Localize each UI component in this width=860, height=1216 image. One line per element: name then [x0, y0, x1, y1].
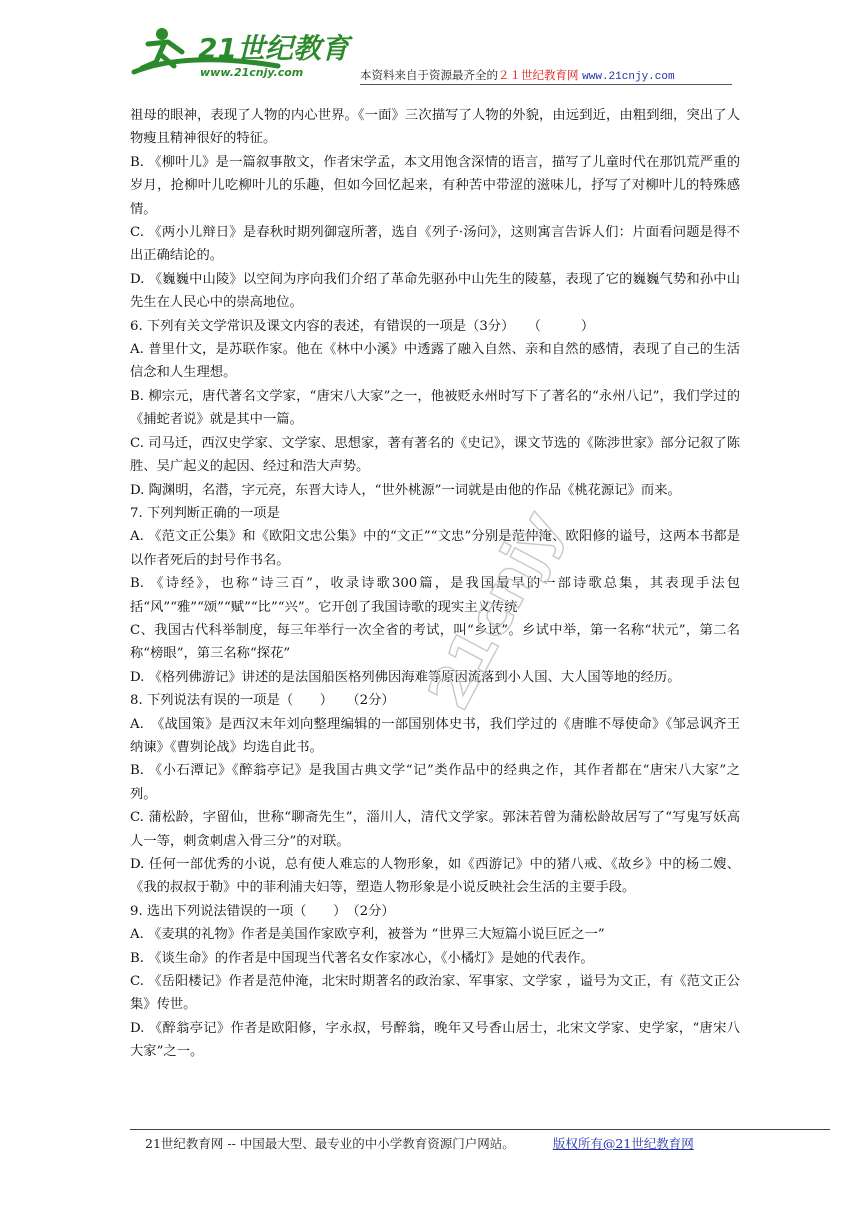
paragraph: A. 《战国策》是西汉末年刘向整理编辑的一部国别体史书，我们学过的《唐睢不辱使命》《邹忌讽齐王纳谏》《曹刿论战》均选自此书。	[130, 716, 740, 755]
paragraph: C. 司马迁，西汉史学家、文学家、思想家，著有著名的《史记》，课文节选的《陈涉世家》部分记叙了陈胜、吴广起义的起因、经过和浩大声势。	[130, 435, 740, 475]
footer-divider	[130, 1129, 830, 1130]
page-header	[0, 0, 860, 100]
paragraph: C. 《岳阳楼记》作者是范仲淹，北宋时期著名的政治家、军事家、文学家 ，谥号为文正，有《范文正公集》传世。	[130, 974, 740, 1013]
question-7: 7. 下列判断正确的一项是	[130, 505, 280, 521]
copyright-link[interactable]: 版权所有@21世纪教育网	[552, 1136, 694, 1151]
svg-text:21cnjy: 21cnjy	[414, 499, 576, 721]
document-body	[130, 104, 740, 1064]
svg-text:www.21cnjy.com: www.21cnjy.com	[200, 66, 304, 79]
paragraph: D. 《格列佛游记》讲述的是法国船医格列佛因海难等原因流落到小人国、大人国等地的经历。	[130, 669, 681, 685]
question-9: 9. 选出下列说法错误的一项（ ） （2分）	[130, 903, 395, 919]
paragraph: D. 《巍巍中山陵》以空间为序向我们介绍了革命先驱孙中山先生的陵墓，表现了它的巍巍气势和孙中山先生在人民心中的崇高地位。	[130, 271, 740, 311]
paragraph: D. 任何一部优秀的小说，总有使人难忘的人物形象，如《西游记》中的猪八戒、《故乡》中的杨二嫂、《我的叔叔于勒》中的菲利浦夫妇等，塑造人物形象是小说反映社会生活的主要手段。	[130, 857, 740, 896]
question-8: 8. 下列说法有误的一项是（ ） （2分）	[130, 693, 395, 709]
header-url[interactable]: www.21cnjy.com	[582, 71, 675, 83]
paragraph: B. 《谈生命》的作者是中国现当代著名女作家冰心，《小橘灯》是她的代表作。	[130, 950, 594, 966]
paragraph: 祖母的眼神，表现了人物的内心世界。《一面》三次描写了人物的外貌，由远到近，由粗到细，突出了人物瘦且精神很好的特征。	[130, 108, 740, 147]
paragraph: B. 《诗经》，也称“诗三百”，收录诗歌300篇，是我国最早的一部诗歌总集，其表现手法包括“风”“雅”“颂”“赋”“比”“兴”。它开创了我国诗歌的现实主义传统	[130, 576, 740, 615]
page-footer	[145, 1134, 694, 1152]
paragraph: A. 《麦琪的礼物》作者是美国作家欧亨利，被誉为 “世界三大短篇小说巨匠之一”	[130, 927, 605, 943]
paragraph: D. 《醉翁亭记》作者是欧阳修，字永叔，号醉翁，晚年又号香山居士，北宋文学家、史学家，“唐宋八大家”之一。	[130, 1020, 740, 1060]
paragraph: C. 《两小儿辩日》是春秋时期列御寇所著，选自《列子·汤问》，这则寓言告诉人们：片面看问题是得不出正确结论的。	[130, 225, 740, 264]
paragraph: C. 蒲松龄，字留仙，世称“聊斋先生”，淄川人，清代文学家。郭沫若曾为蒲松龄故居写了“写鬼写妖高人一等，刺贪刺虐入骨三分”的对联。	[130, 810, 740, 849]
site-logo	[128, 22, 358, 84]
paragraph: A. 《范文正公集》和《欧阳文忠公集》中的“文正”“文忠”分别是范仲淹、欧阳修的谥号，这两本书都是以作者死后的封号作书名。	[130, 529, 740, 568]
footer-text: 21世纪教育网 -- 中国最大型、最专业的中小学教育资源门户网站。	[145, 1136, 515, 1151]
paragraph: D. 陶渊明，名潜，字元亮，东晋大诗人，“世外桃源”一词就是由他的作品《桃花源记》而来。	[130, 482, 681, 498]
header-divider	[360, 84, 732, 85]
header-note: 本资料来自于资源最齐全的２１世纪教育网 www.21cnjy.com	[360, 68, 675, 83]
svg-text:21世纪教育: 21世纪教育	[198, 32, 349, 65]
header-site-name[interactable]: ２１世纪教育网	[498, 68, 579, 82]
paragraph: A. 普里什文，是苏联作家。他在《林中小溪》中透露了融入自然、亲和自然的感情，表现了自己的生活信念和人生理想。	[130, 342, 740, 381]
paragraph: B. 柳宗元，唐代著名文学家，“唐宋八大家”之一，他被贬永州时写下了著名的“永州八记”，我们学过的《捕蛇者说》就是其中一篇。	[130, 388, 740, 428]
paragraph: B. 《柳叶儿》是一篇叙事散文，作者宋学孟，本文用饱含深情的语言，描写了儿童时代在那饥荒严重的岁月，抢柳叶儿吃柳叶儿的乐趣，但如今回忆起来，有种苦中带涩的滋味儿，抒写了对柳叶儿的特殊感情。	[130, 154, 740, 217]
paragraph: B. 《小石潭记》《醉翁亭记》是我国古典文学“记”类作品中的经典之作，其作者都在“唐宋八大家”之列。	[130, 763, 740, 802]
paragraph: C、我国古代科举制度，每三年举行一次全省的考试，叫“乡试”。乡试中举，第一名称“状元”，第二名称“榜眼”，第三名称“探花”	[130, 622, 740, 662]
question-6: 6. 下列有关文学常识及课文内容的表述，有错误的一项是（3分） （ ）	[130, 318, 595, 334]
